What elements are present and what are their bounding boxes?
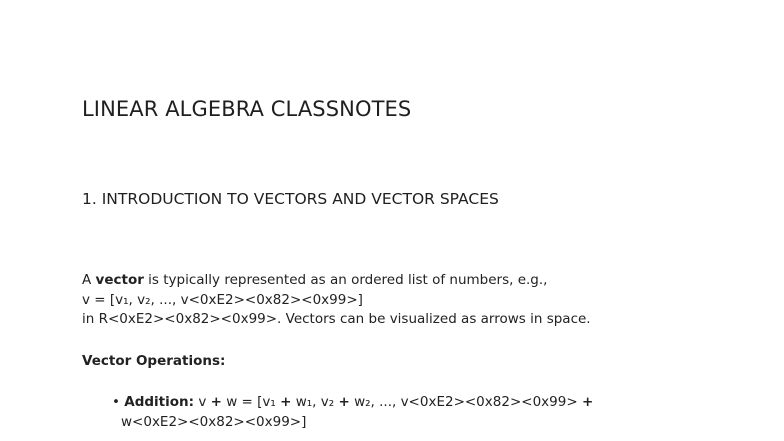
- list-item-addition: [112, 392, 593, 432]
- addition-label: Addition:: [124, 394, 195, 410]
- plus-operator: +: [280, 394, 292, 410]
- addition-text-c: w₁, v₂: [291, 394, 339, 410]
- vector-term: vector: [95, 272, 144, 288]
- intro-line-1: [82, 271, 591, 291]
- bullet-marker: •: [112, 394, 120, 410]
- addition-text-b: w = [v₁: [221, 394, 281, 410]
- plus-operator: +: [210, 394, 222, 410]
- intro-line-2: v = [v₁, v₂, ..., v<0xE2><0x82><0x99>]: [82, 291, 363, 308]
- vector-operations-heading: Vector Operations:: [82, 353, 226, 369]
- document-title: LINEAR ALGEBRA CLASSNOTES: [82, 97, 412, 121]
- plus-operator: +: [581, 394, 594, 410]
- intro-paragraph: [82, 271, 591, 330]
- addition-text-d: w₂, ..., v<0xE2><0x82><0x99>: [349, 394, 582, 410]
- intro-line-1-prefix: A: [82, 272, 96, 288]
- addition-line-1: [112, 392, 593, 412]
- addition-text-a: v: [194, 394, 211, 410]
- plus-operator: +: [338, 394, 350, 410]
- intro-line-3: in R<0xE2><0x82><0x99>. Vectors can be visualized as arrows in space.: [82, 311, 591, 327]
- intro-line-1-suffix: is typically represented as an ordered list of numbers, e.g.,: [143, 272, 548, 288]
- addition-line-2: w<0xE2><0x82><0x99>]: [121, 414, 307, 430]
- section-heading: 1. INTRODUCTION TO VECTORS AND VECTOR SPACES: [82, 190, 499, 208]
